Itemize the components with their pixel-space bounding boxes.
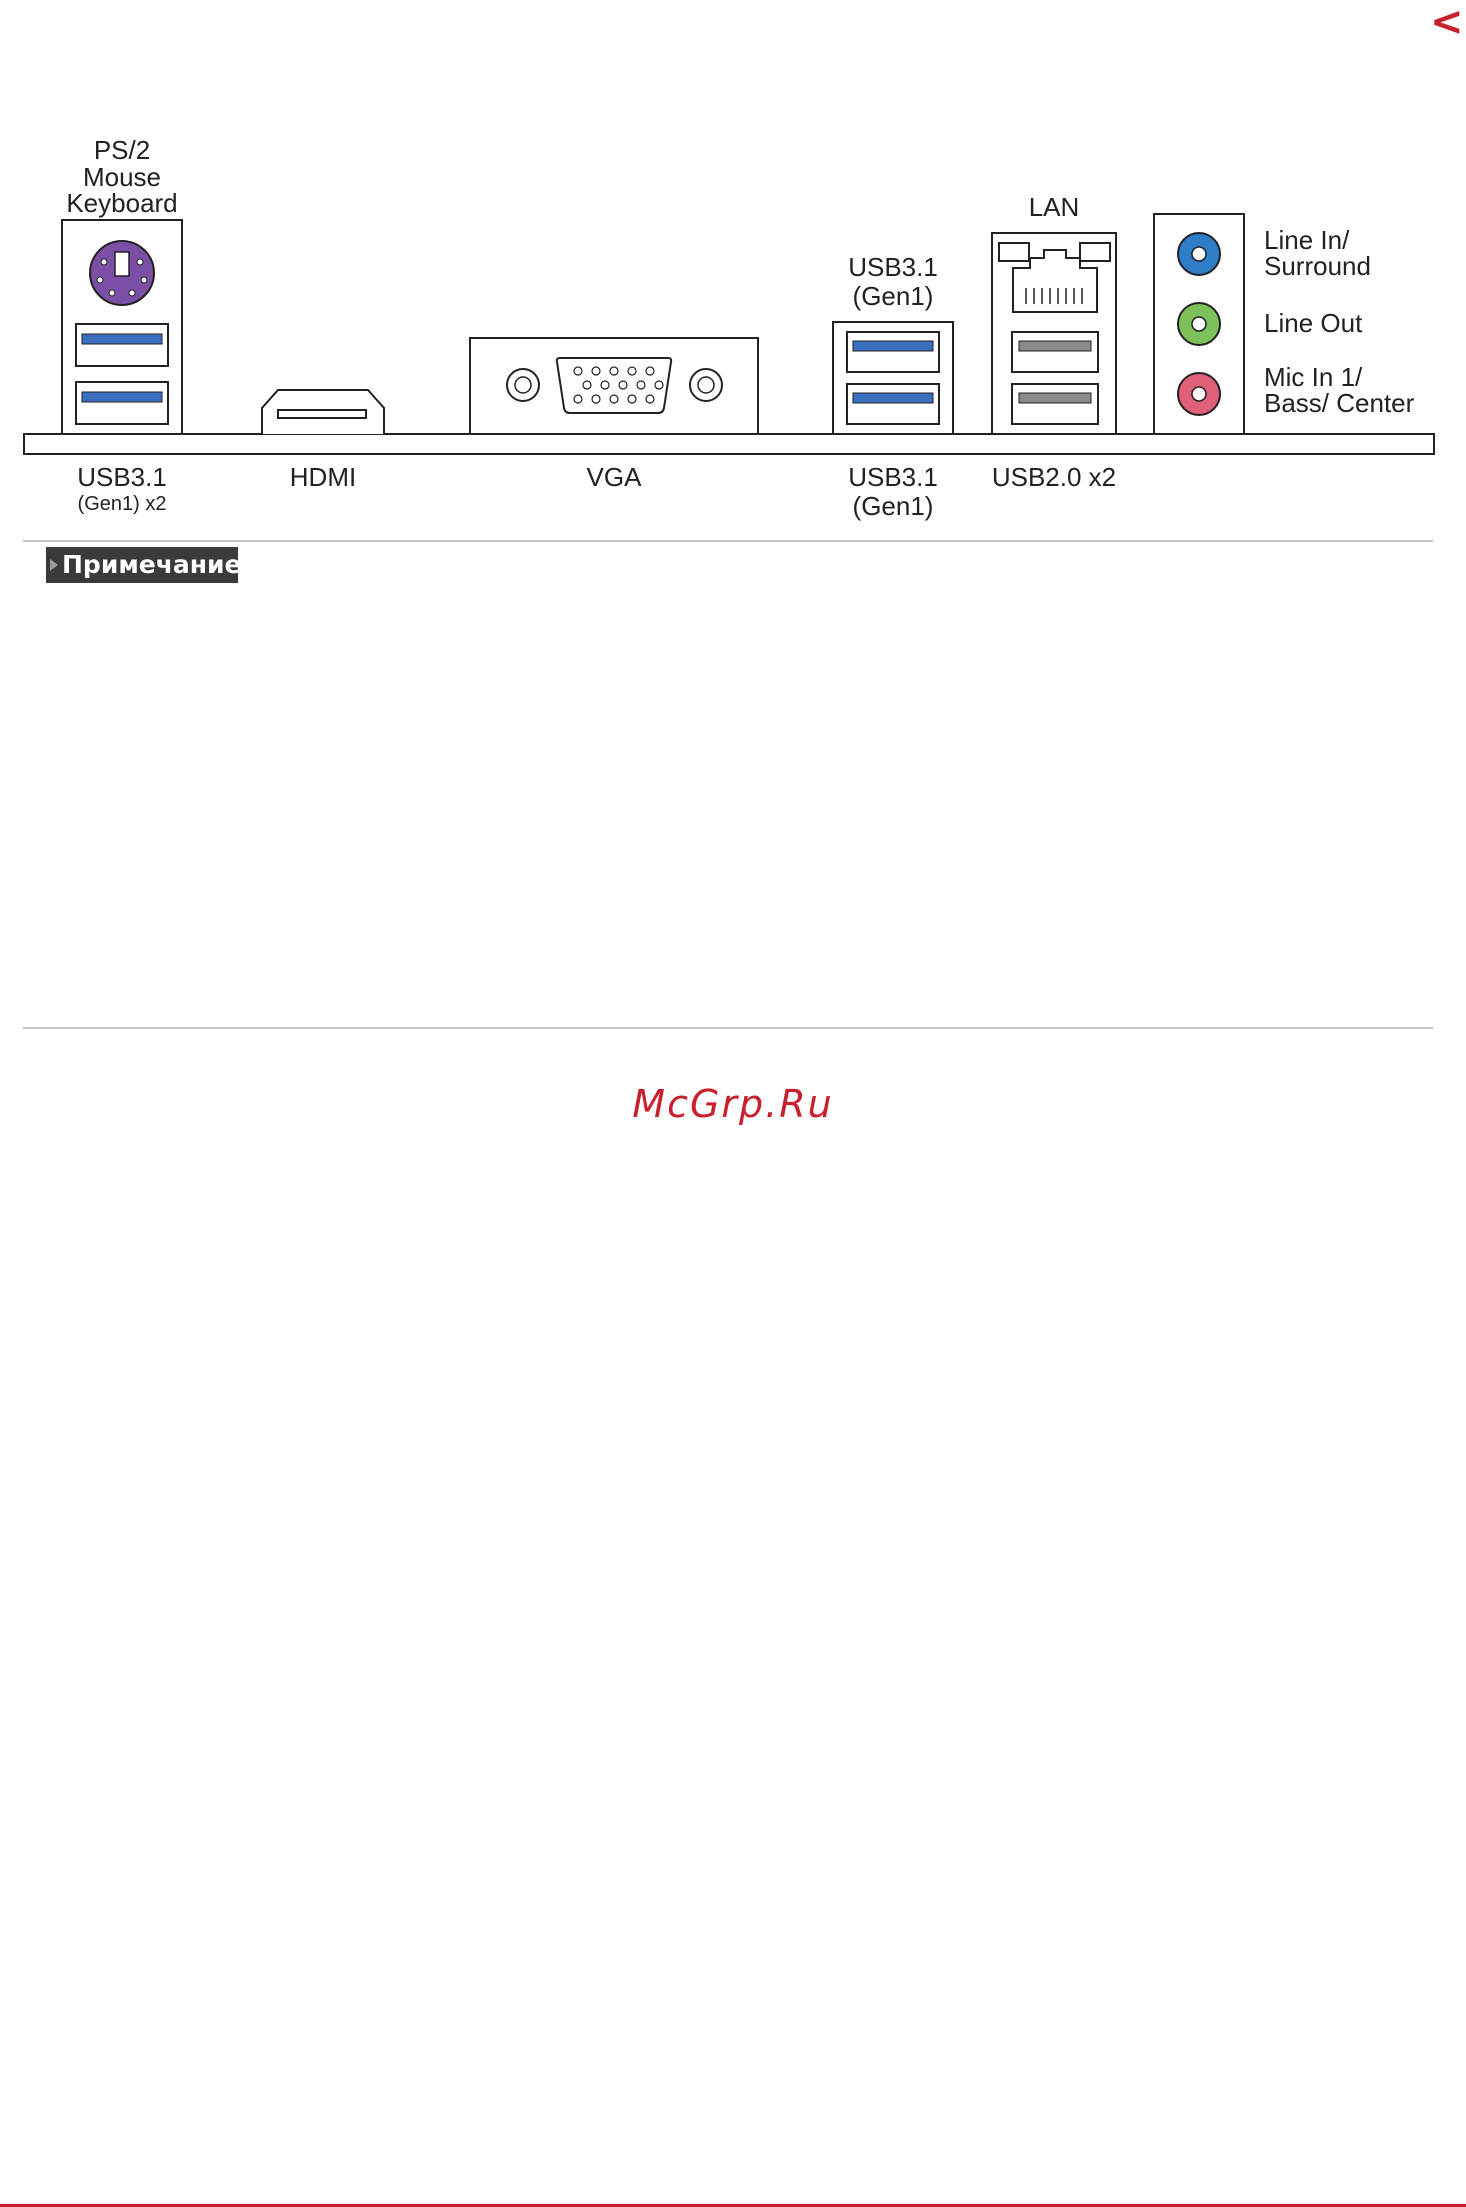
usb31-bottom-label-line2: (Gen1) [852, 491, 934, 521]
usb31-left-label-line2: (Gen1) x2 [77, 493, 167, 515]
ps2-label-line2: Mouse [82, 162, 162, 192]
usb20-port-2 [1012, 384, 1098, 424]
usb20-label: USB2.0 x2 [991, 462, 1117, 492]
ps2-label-line1: PS/2 [93, 135, 151, 165]
usb31-top-label-line2: (Gen1) [852, 281, 934, 311]
note-label: Примечание [62, 550, 242, 579]
usb31-left-label-line1: USB3.1 [77, 462, 167, 492]
usb31-port-middle-2 [847, 384, 939, 424]
line-in-jack [1178, 233, 1220, 275]
note-header [46, 547, 242, 583]
back-arrow-icon[interactable]: < [1430, 0, 1464, 45]
line-in-label-line1: Line In/ [1264, 225, 1350, 255]
usb31-port-middle-1 [847, 332, 939, 372]
io-base-plate [24, 434, 1434, 454]
usb20-port-1 [1012, 332, 1098, 372]
line-in-label-line2: Surround [1264, 251, 1371, 281]
line-out-label: Line Out [1264, 308, 1363, 338]
hdmi-label: HDMI [289, 462, 357, 492]
lan-port-icon [999, 243, 1110, 312]
lan-label: LAN [1028, 192, 1080, 222]
vga-label: VGA [586, 462, 642, 492]
mic-in-jack [1178, 373, 1220, 415]
watermark-text: McGrp.Ru [632, 1082, 834, 1126]
ps2-port-icon [90, 241, 154, 305]
usb31-bottom-label-line1: USB3.1 [848, 462, 938, 492]
mic-in-label-line1: Mic In 1/ [1264, 362, 1363, 392]
divider-bottom [23, 1027, 1433, 1029]
vga-port [470, 338, 758, 434]
usb31-top-label-line1: USB3.1 [848, 252, 938, 282]
triangle-bullet-icon [50, 559, 58, 571]
line-out-jack [1178, 303, 1220, 345]
hdmi-port [262, 390, 384, 434]
rear-io-panel-diagram [0, 0, 1466, 560]
usb31-port-left-1 [76, 324, 168, 366]
usb31-port-left-2 [76, 382, 168, 424]
mic-in-label-line2: Bass/ Center [1264, 388, 1415, 418]
divider-top [23, 540, 1433, 542]
ps2-label-line3: Keyboard [66, 188, 178, 218]
